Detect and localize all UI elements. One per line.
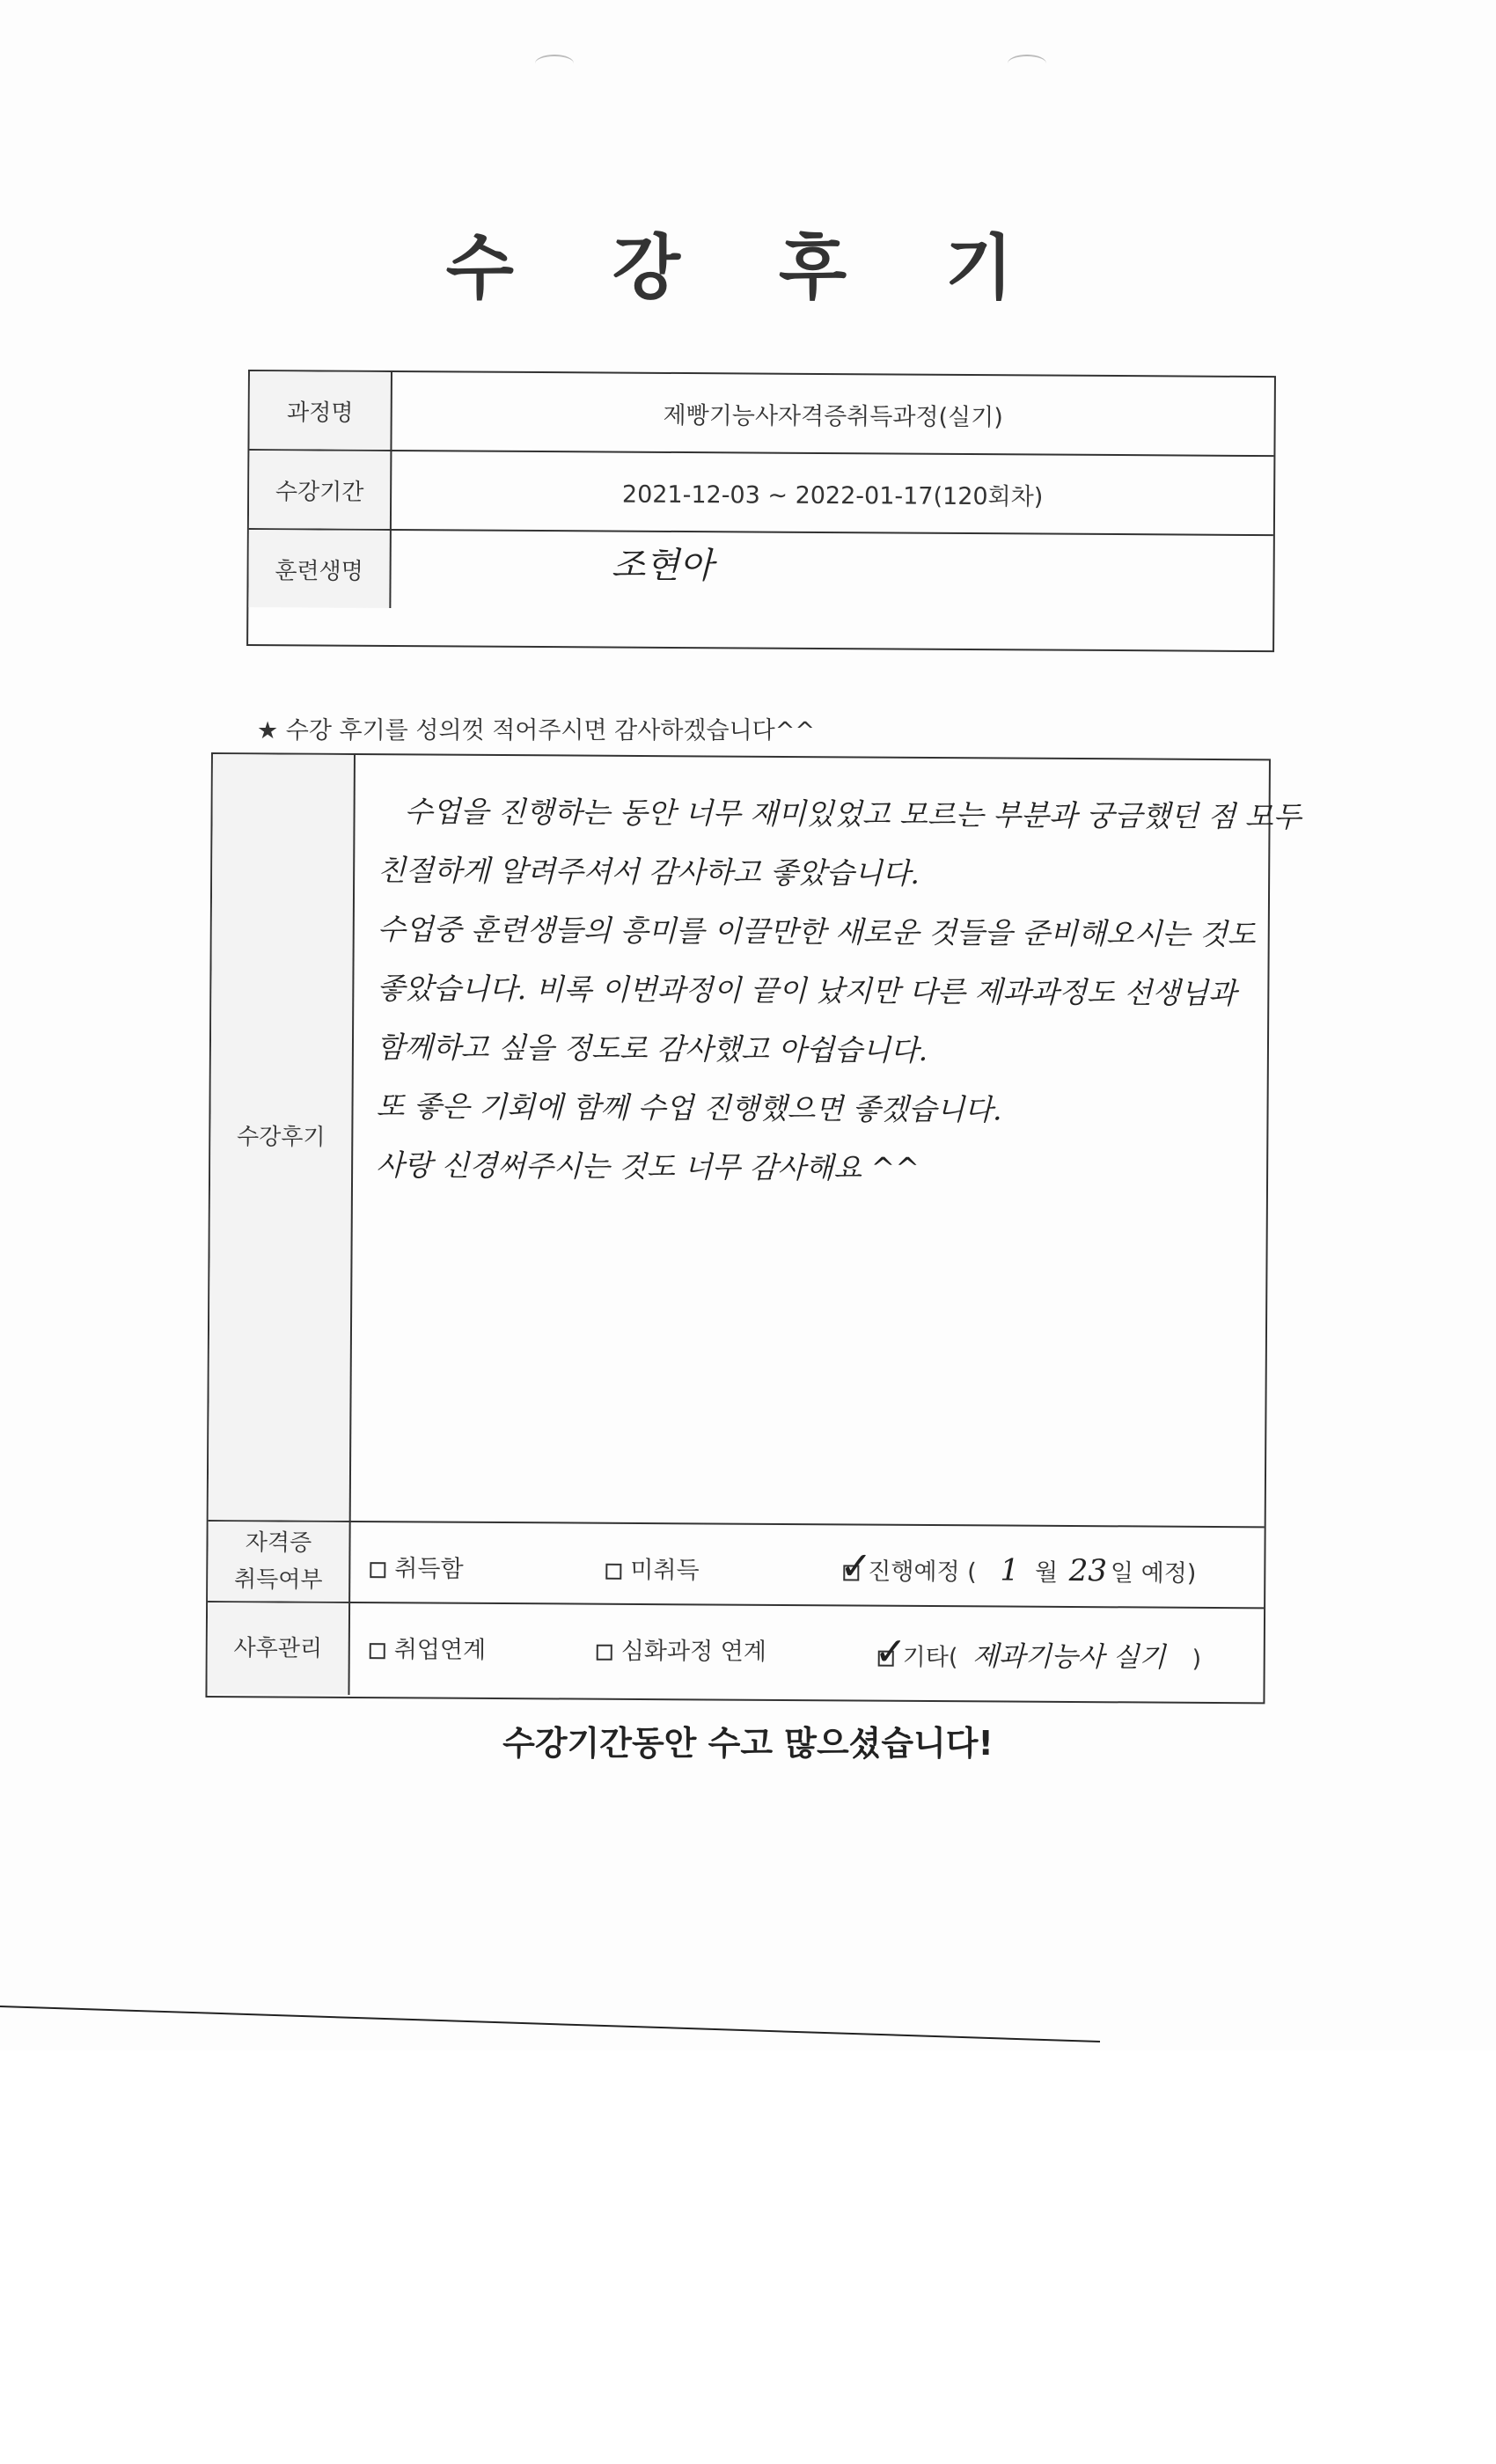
course-label: 과정명 [249, 371, 392, 450]
trainee-label: 훈련생명 [248, 530, 392, 608]
closing-message: 수강기간동안 수고 많으셨습니다! [502, 1724, 994, 1763]
period-value: 2021-12-03 ~ 2022-01-17(120회차) [621, 480, 1044, 511]
checkmark-icon: ✓ [840, 1543, 873, 1589]
other-value[interactable]: 제과기능사 실기 [972, 1640, 1166, 1674]
form-title: 수 강 후 기 [445, 227, 1051, 309]
period-label: 수강기간 [249, 451, 392, 529]
info-table [246, 370, 1276, 652]
followup-label: 사후관리 [207, 1602, 350, 1695]
checkbox-acquired[interactable] [370, 1562, 385, 1578]
checkbox-scheduled[interactable] [840, 1543, 873, 1589]
certification-row [208, 1522, 1265, 1609]
review-line-4: 좋았습니다. 비록 이번과정이 끝이 났지만 다른 제과과정도 선생님과 [377, 971, 1236, 1011]
review-row [209, 754, 1302, 1528]
option-job[interactable] [370, 1630, 487, 1665]
option-other-close: ) [1192, 1645, 1202, 1673]
followup-row [207, 1602, 1264, 1700]
option-not-acquired[interactable] [605, 1551, 699, 1586]
checkmark-icon: ✓ [874, 1629, 907, 1675]
period-row [249, 451, 1274, 536]
day-unit: 일 예정) [1110, 1559, 1197, 1588]
month-unit: 월 [1034, 1558, 1059, 1587]
page-edge-line [0, 2003, 1100, 2043]
certification-label-line2: 취득여부 [233, 1566, 323, 1594]
trainee-name-handwritten[interactable]: 조현아 [611, 545, 714, 587]
option-advanced-label: 심화과정 연계 [620, 1637, 766, 1666]
option-other[interactable] [874, 1629, 1202, 1675]
option-job-label: 취업연계 [393, 1636, 487, 1664]
checkbox-advanced[interactable] [597, 1644, 612, 1660]
punch-hole-left [535, 55, 574, 72]
review-line-5: 함께하고 싶을 정도로 감사했고 아쉽습니다. [376, 1030, 928, 1067]
punch-hole-right [1008, 55, 1046, 72]
course-row [249, 371, 1274, 457]
review-table [205, 752, 1302, 1704]
option-scheduled[interactable] [840, 1543, 1197, 1589]
certification-label-line1: 자격증 [245, 1529, 312, 1557]
course-value: 제빵기능사자격증취득과정(실기) [663, 401, 1003, 431]
review-text-area[interactable] [351, 755, 1302, 1526]
option-scheduled-label: 진행예정 ( [868, 1558, 977, 1587]
certification-label [208, 1522, 351, 1602]
option-not-acquired-label: 미취득 [630, 1556, 700, 1585]
checkbox-other[interactable] [874, 1629, 907, 1675]
month-value[interactable]: 1 [1000, 1552, 1020, 1588]
option-other-label: 기타( [902, 1643, 958, 1672]
review-line-7: 사랑 신경써주시는 것도 너무 감사해요 ^^ [376, 1148, 920, 1185]
review-line-1: 수업을 진행하는 동안 너무 재미있었고 모르는 부분과 궁금했던 점 모두 [404, 794, 1302, 834]
option-acquired[interactable] [370, 1549, 463, 1584]
review-line-6: 또 좋은 기회에 함께 수업 진행했으면 좋겠습니다. [376, 1089, 1002, 1127]
trainee-row [248, 530, 1273, 650]
review-lines [376, 781, 1302, 1199]
option-acquired-label: 취득함 [394, 1555, 464, 1583]
day-value[interactable]: 23 [1068, 1552, 1108, 1589]
review-line-2: 친절하게 알려주셔서 감사하고 좋았습니다. [378, 853, 920, 891]
notice-text: ★ 수강 후기를 성의껏 적어주시면 감사하겠습니다^^ [257, 717, 816, 744]
option-advanced[interactable] [597, 1632, 766, 1667]
review-line-3: 수업중 훈련생들의 흥미를 이끌만한 새로운 것들을 준비해오시는 것도 [377, 912, 1256, 952]
checkbox-not-acquired[interactable] [605, 1563, 621, 1579]
review-label: 수강후기 [209, 754, 356, 1521]
checkbox-job[interactable] [370, 1643, 385, 1659]
